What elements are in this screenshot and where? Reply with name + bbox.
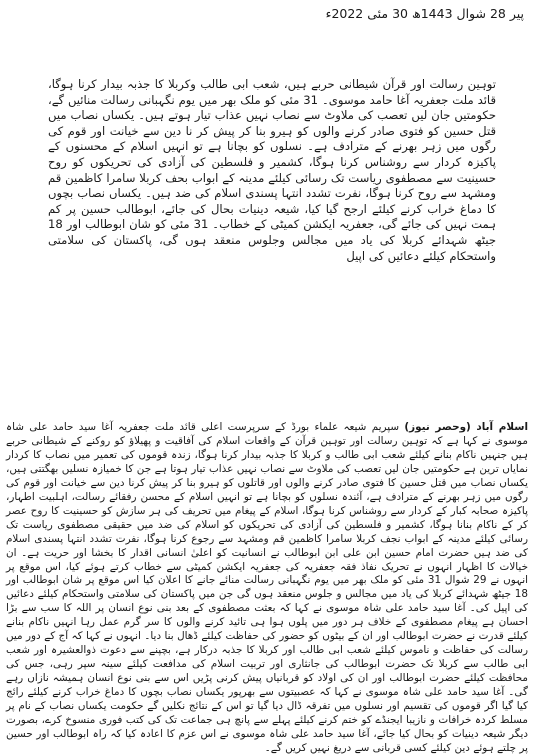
article-body: [6, 421, 529, 754]
headline-block: توہین رسالت اور قرآن شیطانی حربے ہیں، شعب ابی طالب وکربلا کا جذبہ بیدار کرنا ہوگا، قائد ملت جعفریہ آغا حامد موسوی۔ 31 مئی کو ملک بھر میں یوم نگہبانی رسالت منائیں گے، حکومتیں جان لیں تعصب کی ملاوٹ سے نصاب نہیں عذاب تیار ہوتے ہیں۔ یکساں نصاب میں قتل حسین کو فتوی صادر کرنے والوں کو ہیرو بنا کر پیش کر نا دین سے خیانت اور قوم کی رگوں میں زہر بھرنے کے مترادف ہے۔ نسلوں کو بچانا ہے تو انہیں اسلام کے محسنوں کے پاکیزہ کردار سے روشناس کرنا ہوگا، کشمیر و فلسطین کی آزادی کی تحریکوں کو روح حسینیت سے مصطفوی ریاست تک رسائی کیلئے مدینہ کے ابواب بحف کربلا سامرا کاظمین قم ومشہد سے روح کرنا ہوگا، نفرت تشدد انتہا پسندی اسلام کی ضد ہیں۔ یکساں نصاب بچوں کا دماغ خراب کرنے کیلئے ارجح گیا کیا، شیعہ دینیات بحال کی جائے، ابوطالب حسین پر کم ہمت نہیں کی جائے گی، جعفریہ ایکشن کمیٹی کے خطاب۔ 31 مئی کو شان ابوطالب اور 18 جیٹھ شہدائے کربلا کی یاد میں مجالس وجلوس منعقد ہوں گی، پاکستان کی سلامتی واستحکام کیلئے دعائیں کی اپیل: [48, 77, 496, 263]
dateline: پیر 28 شوال 1443ھ 30 مئی 2022ء: [325, 6, 524, 21]
article-text: سپریم شیعہ علماء بورڈ کے سرپرست اعلی قائد ملت جعفریہ آغا سید حامد علی شاہ موسوی نے کہا ہے کہ توہین رسالت اور توہین قرآن کے واقعات اسلام کی آفاقیت و پھیلاؤ کو روکنے کے شیطانی حربے ہیں جنہیں ناکام بنانے کیلئے شعب ابی طالب و کربلا کا جذبہ بیدار کرنا ہوگا، زندہ قوموں کی تعمیر میں نصاب کا کردار نمایاں ترین ہے حکومتیں جان لیں تعصب کی ملاوٹ سے نصاب نہیں عذاب تیار ہوتا ہے جن کا خمیازہ نسلیں بھگتتی ہیں، یکساں نصاب میں قتل حسین کا فتوی صادر کرنے والوں اور قاتلوں کو ہیرو بنا کر پیش کرنا دین سے خیانت اور قوم کی رگوں میں زہر بھرنے کے مترادف ہے، آئندہ نسلوں کو بچانا ہے تو انہیں اسلام کے محسن رفقائے رسالت، اہلبیت اطہار، پاکیزہ صحابہ کبار کے کردار سے روشناس کرنا ہوگا، اسلام کے پیغام میں تحریف کی ہر سازش کو حسینیت کا روح عصر کر کے ناکام بنانا ہوگا، کشمیر و فلسطین کی آزادی کی تحریکوں کو اسلام کی ضد میں حقیقی مصطفوی ریاست تک رسائی کیلئے مدینہ کے ابواب نجف کربلا سامرا کاظمین قم ومشہد سے رجوع کرنا ہوگا، نفرت تشدد انتہا پسندی اسلام کی ضد ہیں حضرت امام حسین ابن علی ابن ابوطالب نے انسانیت کو اعلیٰ انسانی اقدار کا بخشا اور حریت ہے۔ ان خیالات کا اظہار انہوں نے تحریک نفاذ فقہ جعفریہ کی جعفریہ ایکشن کمیٹی سے خطاب کرتے ہوئے کیا، اس موقع پر انہوں نے 29 شوال 31 مئی کو ملک بھر میں یوم نگہبانی رسالت منائے جانے کا اعلان کیا اس موقع پر شان ابوطالب اور 18 جیٹھ شہدائے کربلا کی یاد میں مجالس و جلوس منعقد ہوں گی جن میں پاکستان کی سلامتی واستحکام کیلئے دعائیں کی اپیل کی۔ آغا سید حامد علی شاہ موسوی نے کہا کہ بعثت مصطفوی کے بعد بنی نوع انسان پر اللہ کا سب سے بڑا احسان ہے پیغام مصطفوی کے خلاف ہر دور میں پلوں ہوا ہی تائید کرنے والوں کا سر گرم عمل رہا انہیں ناکام بنانے کیلئے قدرت نے حضرت ابوطالب اور ان کے بیٹوں کو حضور کی حفاظت کیلئے ڈھال بنا دیا۔ انہوں نے کہا کہ آج کے دور میں رسالت کی حفاظت و ناموس کیلئے شعب ابی طالب اور کربلا کا جذبہ درکار ہے، بچپنے سے دعوت ذوالعشیرہ اور شعب ابی طالب سے کربلا تک حضرت ابوطالب کی جانثاری اور تربیت اسلام کی مدافعت کیلئے سینہ سپر رہی، جس کی محافظت کیلئے حضرت ابوطالب اور ان کی اولاد کو قربانیاں پیش کرنی پڑیں اس سے بنی نوع انسان ہمیشہ نازاں رہے گی۔ آغا سید حامد علی شاہ موسوی نے کہا کہ عصبیتوں سے بھرپور یکساں نصاب بچوں کا دماغ خراب کرنے کیلئے رائج کیا گیا اگر قوموں کی تقسیم اور نسلوں میں تفرقہ ڈال دیا گیا تو اس کے نتائج نکلیں گے حکومت یکساں نصاب کے نام پر مسلط کردہ خرافات و نازیبا ایجنڈے کو ختم کرنے کیلئے پہلے سے پانچ ہی جماعت تک کی کتب فوری منسوخ کرے، بصورت دیگر شیعہ دینیات کو بحال کیا جائے، آغا سید حامد علی شاہ موسوی نے اس عزم کا اعادہ کیا کہ راہ ابوطالب اور حسین پر چلتے ہوئے دین کیلئے کسی قربانی سے دریغ نہیں کریں گے۔: [6, 421, 529, 754]
article-paragraph: [6, 421, 528, 756]
article-kicker: اسلام آباد (وحصر نیوز): [404, 421, 529, 433]
